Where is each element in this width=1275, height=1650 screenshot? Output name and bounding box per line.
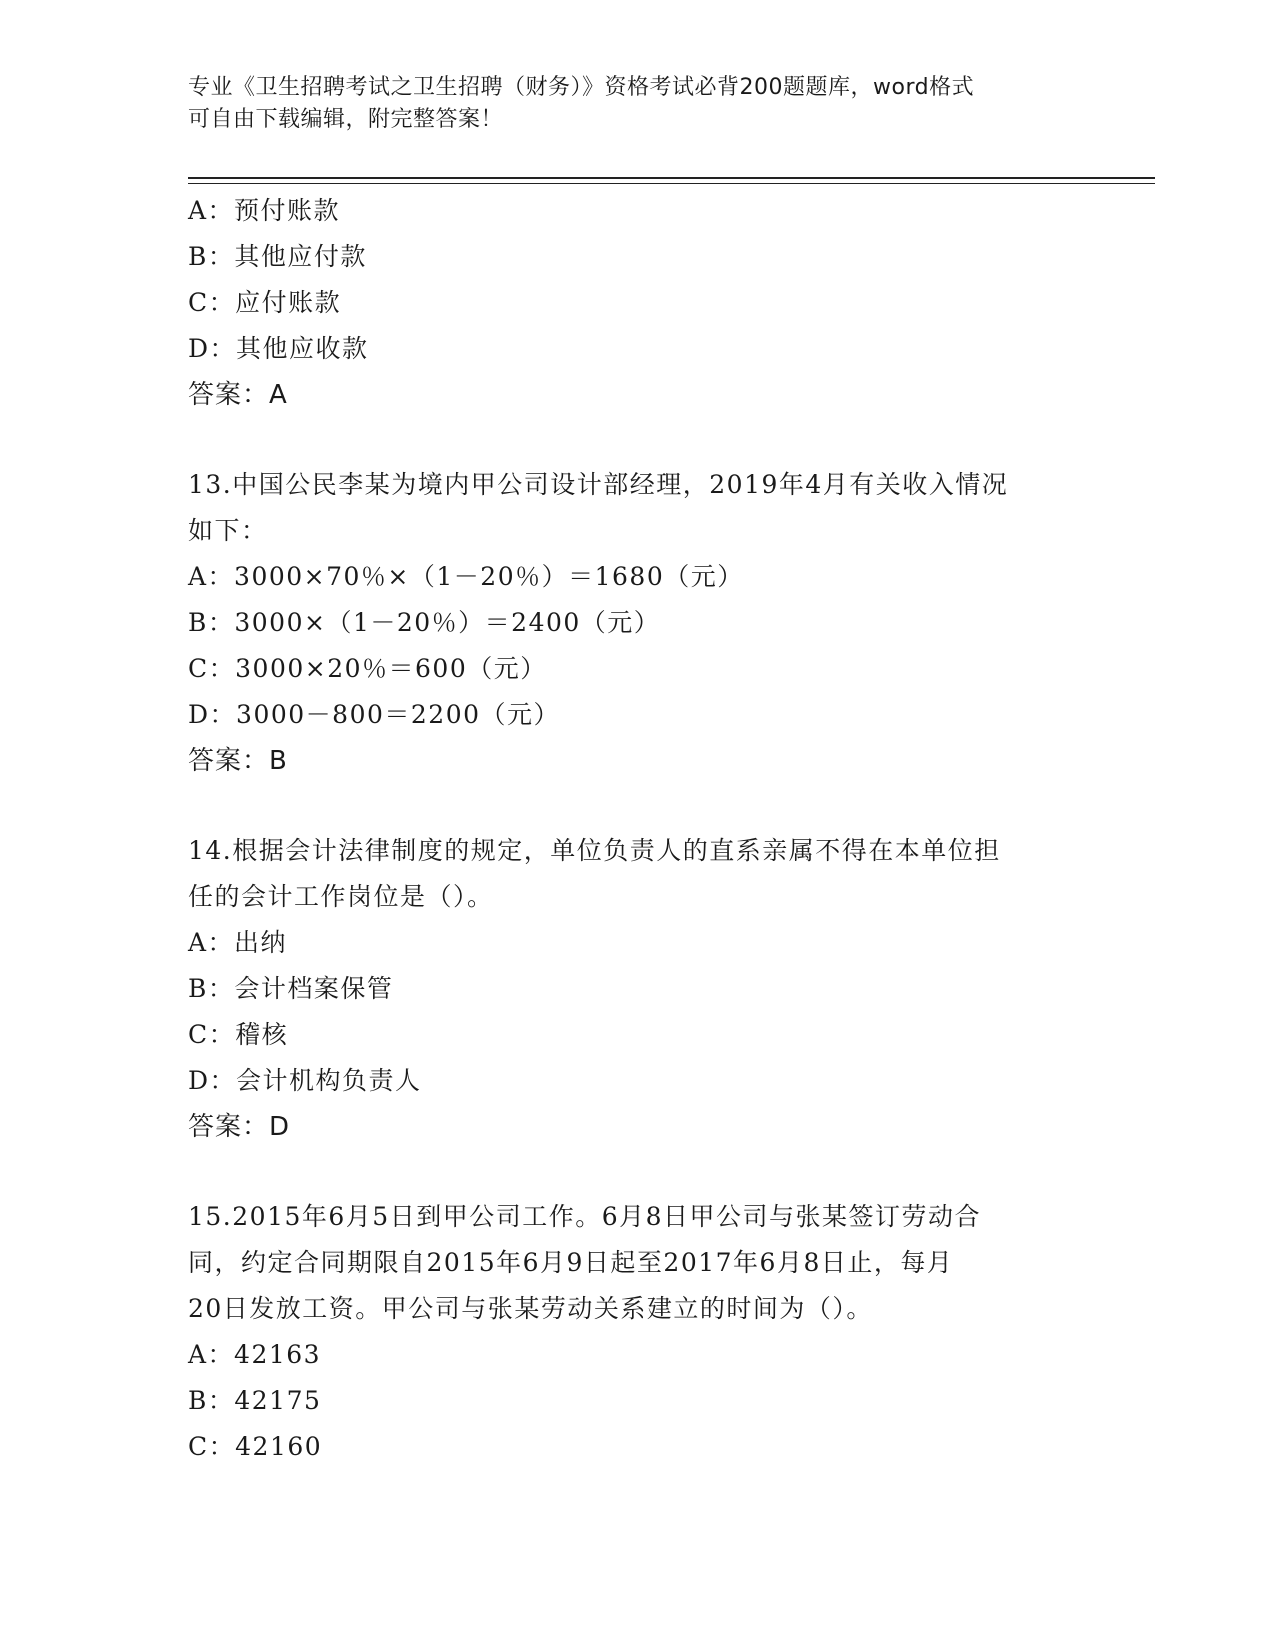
question-stem-line-3: 20日发放工资。甲公司与张某劳动关系建立的时间为（）。 <box>188 1294 873 1323</box>
option-c: C：3000×20％＝600（元） <box>188 654 547 683</box>
header-rule-thick <box>188 177 1155 179</box>
question-14 <box>188 828 1088 1150</box>
answer: 答案：B <box>188 746 288 776</box>
option-a: A：3000×70％×（1－20％）＝1680（元） <box>188 562 744 591</box>
option-b: B：3000×（1－20％）＝2400（元） <box>188 608 661 637</box>
answer: 答案：A <box>188 380 288 410</box>
question-stem-line-1: 13.中国公民李某为境内甲公司设计部经理，2019年4月有关收入情况 <box>188 470 1009 499</box>
option-d: D：3000－800＝2200（元） <box>188 700 561 729</box>
option-b: B：其他应付款 <box>188 242 367 271</box>
spacer <box>188 418 1088 462</box>
option-c: C：稽核 <box>188 1020 289 1049</box>
option-c: C：42160 <box>188 1432 323 1461</box>
header-rule-thin <box>188 183 1155 184</box>
header-line-1: 专业《卫生招聘考试之卫生招聘（财务）》资格考试必背200题题库，word格式 <box>188 75 975 100</box>
option-b: B：42175 <box>188 1386 322 1415</box>
answer: 答案：D <box>188 1112 291 1142</box>
option-b: B：会计档案保管 <box>188 974 394 1003</box>
option-a: A：出纳 <box>188 928 288 957</box>
spacer <box>188 784 1088 828</box>
question-stem-line-2: 任的会计工作岗位是（）。 <box>188 882 494 911</box>
question-13 <box>188 462 1088 784</box>
document-body <box>188 188 1088 1470</box>
question-15 <box>188 1194 1088 1470</box>
question-stem-line-2: 如下： <box>188 516 268 545</box>
question-stem-line-1: 15.2015年6月5日到甲公司工作。6月8日甲公司与张某签订劳动合 <box>188 1202 982 1231</box>
document-header <box>188 72 1088 136</box>
question-stem-line-1: 14.根据会计法律制度的规定，单位负责人的直系亲属不得在本单位担 <box>188 836 1001 865</box>
spacer <box>188 1150 1088 1194</box>
option-d: D：会计机构负责人 <box>188 1066 422 1095</box>
option-a: A：预付账款 <box>188 196 341 225</box>
question-stem-line-2: 同，约定合同期限自2015年6月9日起至2017年6月8日止，每月 <box>188 1248 954 1277</box>
header-line-2: 可自由下载编辑，附完整答案！ <box>188 107 504 132</box>
option-d: D：其他应收款 <box>188 334 369 363</box>
option-a: A：42163 <box>188 1340 322 1369</box>
question-12 <box>188 188 1088 418</box>
option-c: C：应付账款 <box>188 288 342 317</box>
